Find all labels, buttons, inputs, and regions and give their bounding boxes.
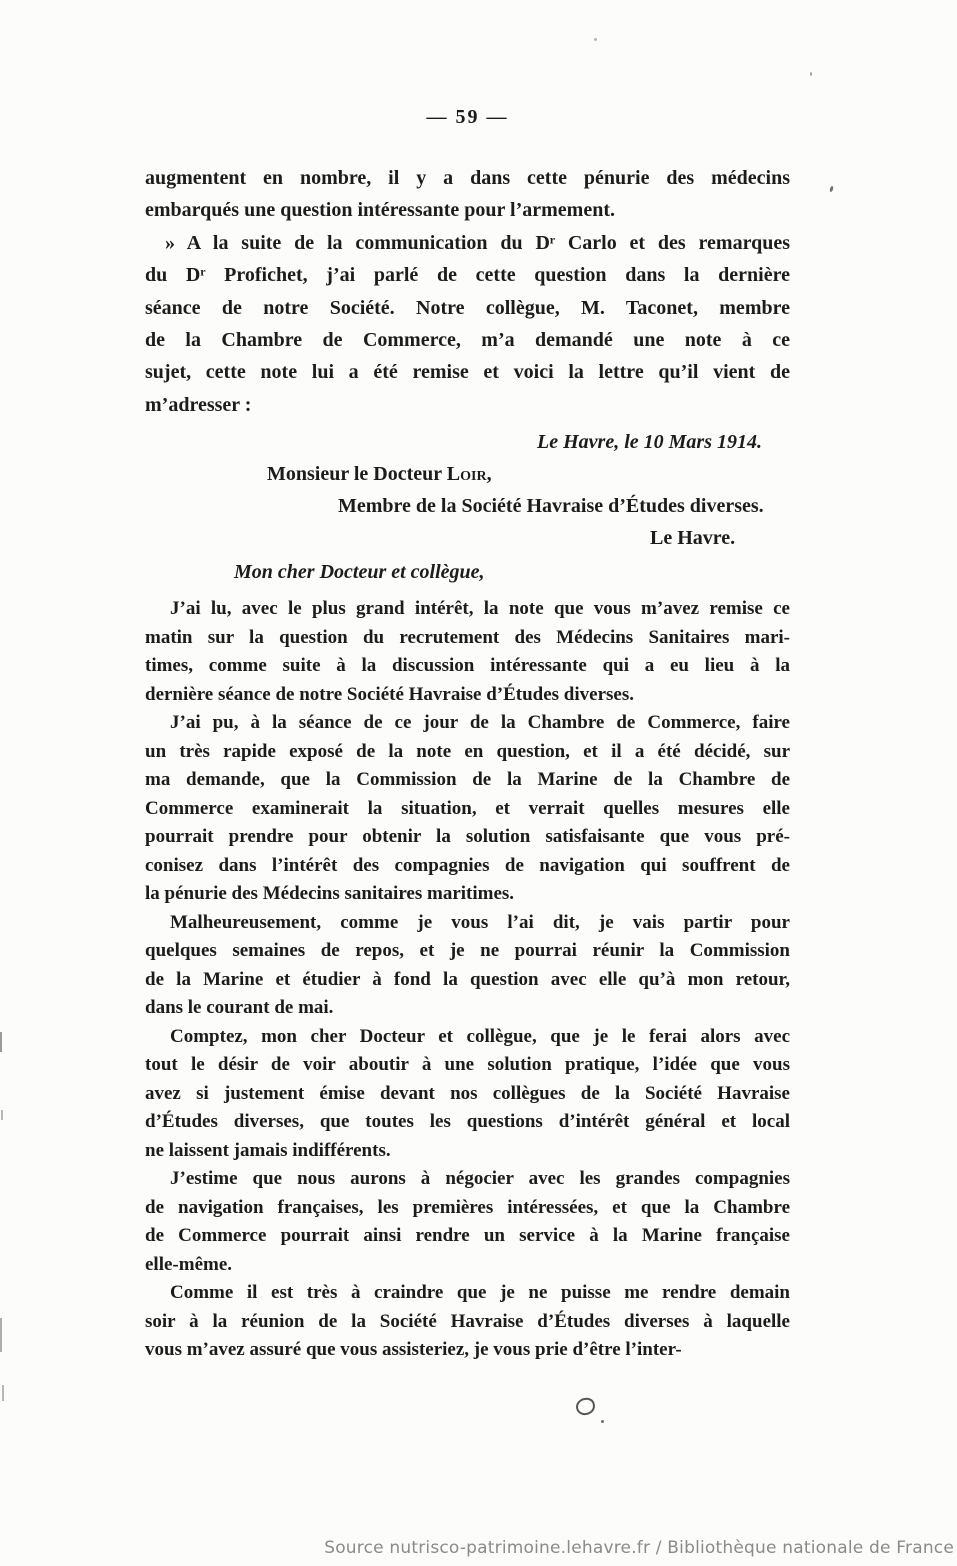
letter-line: d’Études diverses, que toutes les questions d’intérêt général et local: [145, 1111, 790, 1133]
recipient-salutation-prefix: Monsieur le Docteur: [267, 463, 447, 486]
quote-line: » A la suite de la communication du Dʳ Carlo et des remarques: [165, 231, 790, 254]
quote-line: m’adresser :: [145, 393, 252, 416]
letter-line: dernière séance de notre Société Havraise d’Études diverses.: [145, 683, 634, 705]
footer-attribution: Source nutrisco-patrimoine.lehavre.fr / Bibliothèque nationale de France: [324, 1538, 954, 1558]
letter-line: quelques semaines de repos, et je ne pourrai réunir la Commission: [145, 940, 790, 962]
letter-line: de la Marine et étudier à fond la question avec elle qu’à mon retour,: [145, 968, 790, 990]
letter-line: times, comme suite à la discussion intéressante qui a eu lieu à la: [145, 655, 790, 677]
letter-line: Comptez, mon cher Docteur et collègue, que je le ferai alors avec: [170, 1025, 790, 1047]
letter-greeting: Mon cher Docteur et collègue,: [234, 561, 485, 584]
letter-line: ne laissent jamais indifférents.: [145, 1139, 391, 1161]
letter-dateline: Le Havre, le 10 Mars 1914.: [537, 431, 762, 454]
letter-line: dans le courant de mai.: [145, 997, 334, 1019]
letter-line: pourrait prendre pour obtenir la solution satisfaisante que vous pré-: [145, 826, 790, 848]
recipient-salutation: [145, 458, 790, 490]
scan-speck: [601, 1420, 604, 1423]
letter-line: J’ai pu, à la séance de ce jour de la Chambre de Commerce, faire: [170, 712, 790, 734]
letter-line: la pénurie des Médecins sanitaires maritimes.: [145, 883, 515, 905]
scan-speck: [829, 186, 834, 193]
letter-body: [145, 595, 790, 1365]
intro-line: embarqués une question intéressante pour l’armement.: [145, 199, 615, 222]
intro-line: augmentent en nombre, il y a dans cette pénurie des médecins: [145, 167, 790, 189]
letter-line: Malheureusement, comme je vous l’ai dit, je vais partir pour: [170, 911, 790, 933]
quote-line: du Dʳ Profichet, j’ai parlé de cette question dans la dernière: [145, 264, 790, 287]
quote-line: sujet, cette note lui a été remise et voici la lettre qu’il vient de: [145, 361, 790, 384]
text-column: [145, 162, 790, 1365]
scan-edge-mark: [1, 1110, 3, 1120]
letter-line: tout le désir de voir aboutir à une solution pratique, l’idée que vous: [145, 1054, 790, 1076]
page-number: — 59 —: [426, 106, 509, 128]
ink-ring-mark: [574, 1396, 596, 1417]
letter-line: vous m’avez assuré que vous assisteriez, je vous prie d’être l’inter-: [145, 1339, 682, 1361]
scan-edge-mark: [0, 1318, 2, 1352]
scan-speck: [594, 38, 597, 41]
scan-edge-mark: [0, 1032, 2, 1052]
quote-line: séance de notre Société. Notre collègue, M. Taconet, membre: [145, 296, 790, 319]
scan-speck: [810, 72, 812, 76]
recipient-title: Membre de la Société Havraise d’Études diverses.: [338, 495, 764, 518]
letter-line: matin sur la question du recrutement des Médecins Sanitaires mari-: [145, 626, 790, 648]
letter-line: conisez dans l’intérêt des compagnies de navigation qui souffrent de: [145, 854, 790, 876]
letter-line: un très rapide exposé de la note en question, et il a été décidé, sur: [145, 740, 790, 762]
letter-line: ma demande, que la Commission de la Marine de la Chambre de: [145, 769, 790, 791]
letter-line: de Commerce pourrait ainsi rendre un service à la Marine française: [145, 1225, 790, 1247]
letter-line: avez si justement émise devant nos collègues de la Société Havraise: [145, 1082, 790, 1104]
quote-line: de la Chambre de Commerce, m’a demandé une note à ce: [145, 329, 790, 352]
letter-line: Comme il est très à craindre que je ne puisse me rendre demain: [170, 1282, 790, 1304]
letter-line: de navigation françaises, les premières intéressées, et que la Chambre: [145, 1196, 790, 1218]
letter-line: J’ai lu, avec le plus grand intérêt, la note que vous m’avez remise ce: [170, 598, 790, 620]
recipient-name: Loir,: [446, 463, 492, 486]
letter-line: elle-même.: [145, 1253, 233, 1275]
letter-line: Commerce examinerait la situation, et verrait quelles mesures elle: [145, 797, 790, 819]
letter-line: J’estime que nous aurons à négocier avec les grandes compagnies: [170, 1168, 790, 1190]
letter-line: soir à la réunion de la Société Havraise d’Études diverses à laquelle: [145, 1310, 790, 1332]
scan-edge-mark: [2, 1385, 4, 1401]
recipient-city: Le Havre.: [650, 527, 736, 550]
